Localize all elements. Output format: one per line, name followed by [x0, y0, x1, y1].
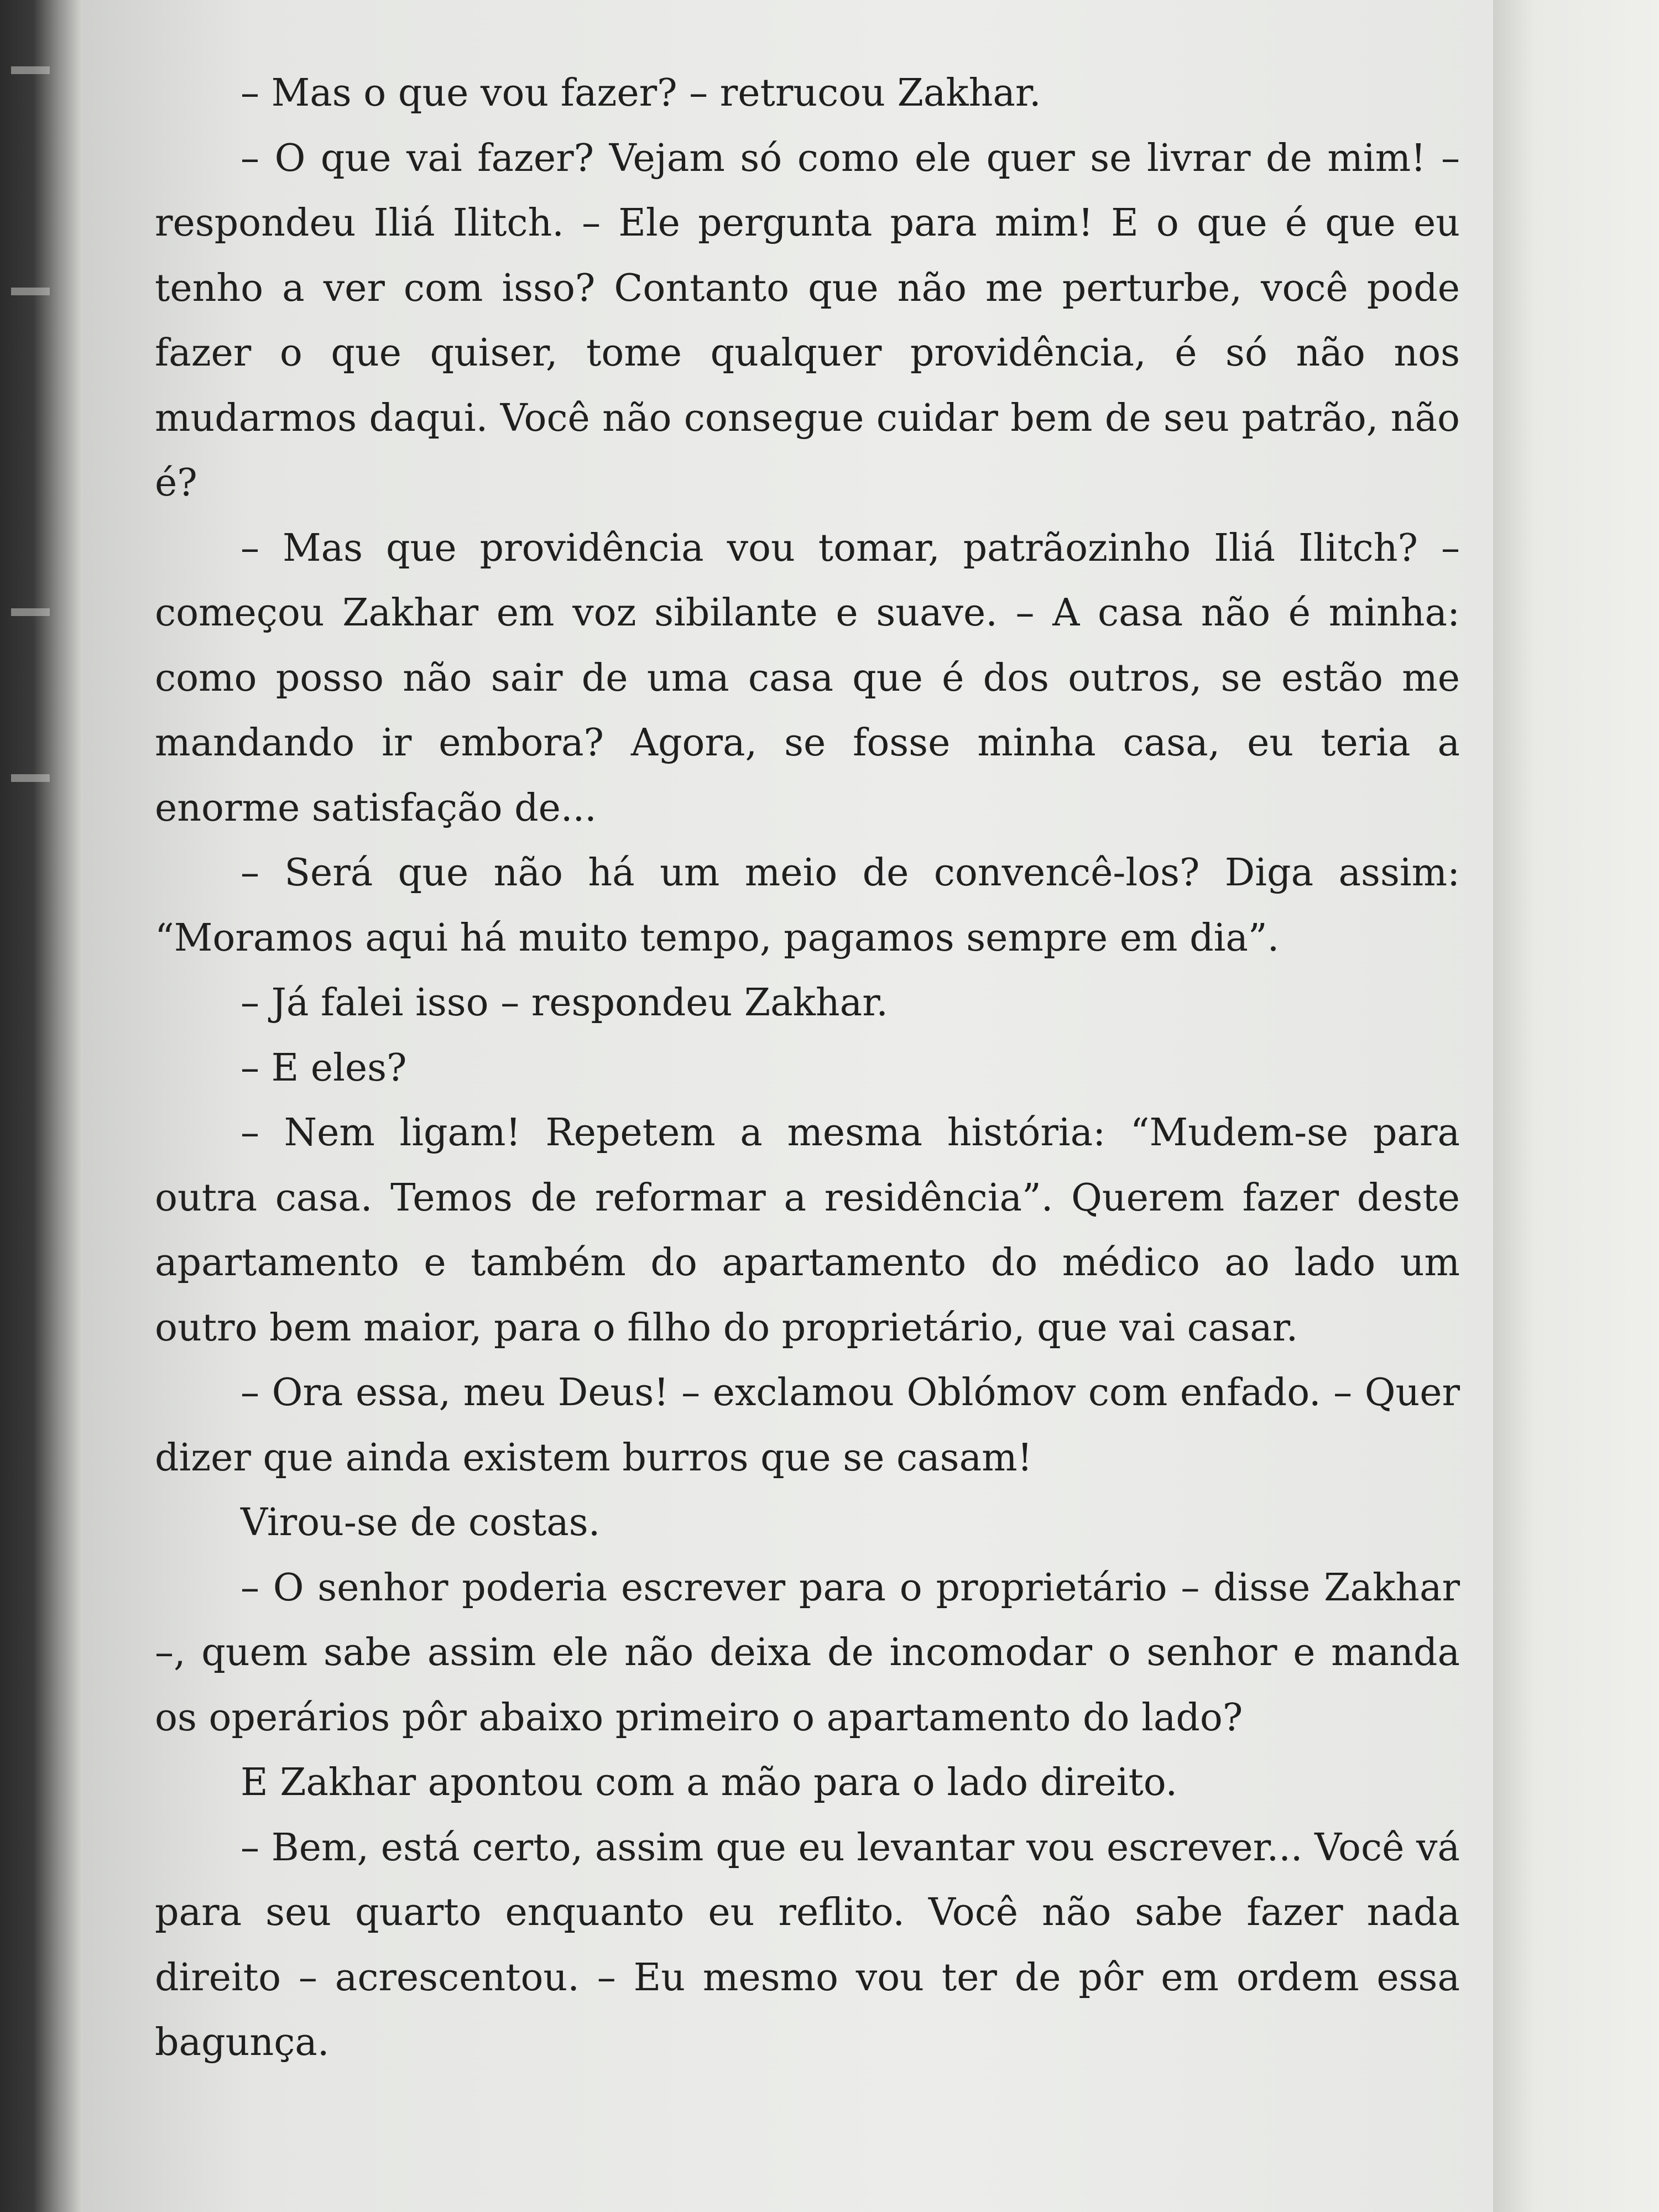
spine-mark: [11, 66, 50, 74]
paragraph-4: – Será que não há um meio de convencê-los? Diga assim: “Moramos aqui há muito tempo, pagamos sempre em dia”.: [155, 851, 1460, 960]
paragraph-11: E Zakhar apontou com a mão para o lado direito.: [241, 1761, 1178, 1804]
paragraph-7: – Nem ligam! Repetem a mesma história: “Mudem-se para outra casa. Temos de reformar a residência”. Querem fazer deste apartamento e também do apartamento do médico ao lado um outro bem maior, para o filho do proprietário, que vai casar.: [155, 1111, 1460, 1350]
paragraph-5: – Já falei isso – respondeu Zakhar.: [241, 981, 888, 1025]
paragraph-10: – O senhor poderia escrever para o proprietário – disse Zakhar –, quem sabe assim ele não deixa de incomodar o senhor e manda os operários pôr abaixo primeiro o apartamento do lado?: [155, 1566, 1460, 1740]
paragraph-3: – Mas que providência vou tomar, patrãozinho Iliá Ilitch? – começou Zakhar em voz sibilante e suave. – A casa não é minha: como posso não sair de uma casa que é dos outros, se estão me mandando ir embora? Agora, se fosse minha casa, eu teria a enorme satisfação de...: [155, 526, 1460, 830]
spine-mark: [11, 288, 50, 295]
paragraph-12: – Bem, está certo, assim que eu levantar vou escrever... Você vá para seu quarto enquanto eu reflito. Você não sabe fazer nada direito – acrescentou. – Eu mesmo vou ter de pôr em ordem essa bagunça.: [155, 1825, 1460, 2064]
book-spine-edge: [0, 0, 83, 2212]
spine-mark: [11, 608, 50, 616]
page-text: [155, 61, 1460, 2075]
paragraph-2: – O que vai fazer? Vejam só como ele quer se livrar de mim! – respondeu Iliá Ilitch. – Ele pergunta para mim! E o que é que eu tenho a ver com isso? Contanto que não me perturbe, você pode fazer o que quiser, tome qualquer providência, é só não nos mudarmos daqui. Você não consegue cuidar bem de seu patrão, não é?: [155, 136, 1460, 505]
paragraph-1: – Mas o que vou fazer? – retrucou Zakhar.: [241, 71, 1041, 115]
paragraph-6: – E eles?: [241, 1046, 407, 1090]
book-page-right-edge: [1493, 0, 1659, 2212]
spine-mark: [11, 774, 50, 782]
paragraph-8: – Ora essa, meu Deus! – exclamou Oblómov com enfado. – Quer dizer que ainda existem burros que se casam!: [155, 1371, 1460, 1480]
paragraph-9: Virou-se de costas.: [241, 1501, 601, 1545]
